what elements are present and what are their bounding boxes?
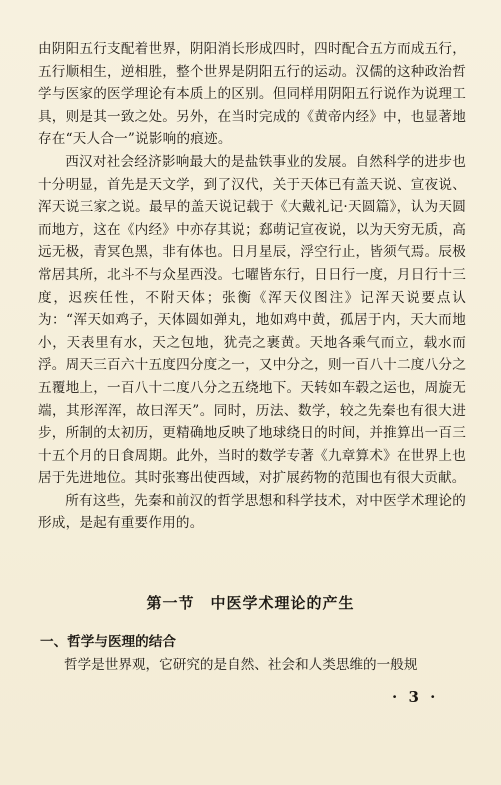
section-title: 第一节 中医学术理论的产生 bbox=[146, 594, 355, 612]
page-number: · 3 · bbox=[392, 688, 439, 706]
paragraph-summary: 所有这些，先秦和前汉的哲学思想和科学技术，对中医学术理论的形成，是起有重要作用的。 bbox=[38, 492, 466, 532]
paragraph-continuation: 由阴阳五行支配着世界，阴阳消长形成四时，四时配合五方而成五行，五行顺相生，逆相胜，整个世界是阴阳五行的运动。汉儒的这种政治哲学与医家的医学理论有本质上的区别。但同样用阴阳五行说作为说理工具，则是其一致之处。另外，在当时完成的《黄帝内经》中，也显著地存在“天人合一”说影响的痕迹。 bbox=[38, 41, 466, 148]
body-text bbox=[38, 38, 466, 535]
paragraph-western-han-science: 西汉对社会经济影响最大的是盐铁事业的发展。自然科学的进步也十分明显，首先是天文学，到了汉代，关于天体已有盖天说、宣夜说、浑天说三家之说。最早的盖天说记载于《大戴礼记·天圆篇》，认为天圆而地方，这在《内经》中亦存其说；郄萌记宣夜说，以为天穷无质，高远无极，青冥色黑，非有体也。日月星辰，浮空行止，皆须气焉。辰极常居其所，北斗不与众星西没。七曜皆东行，日日行一度，月日行十三度，迟疾任性，不附天体；张衡《浑天仪图注》记浑天说要点认为：“浑天如鸡子，天体圆如弹丸，地如鸡中黄，孤居于内，天大而地小，天表里有水，天之包地，犹壳之裹黄。天地各乘气而立，载水而浮。周天三百六十五度四分度之一，又中分之，则一百八十二度八分之五覆地上，一百八十二度八分之五绕地下。天转如车毂之运也，周旋无端，其形浑浑，故曰浑天”。同时，历法、数学，较之先秦也有很大进步，所制的太初历，更精确地反映了地球绕日的时间，并推算出一百三十五个月的日食周期。此外，当时的数学专著《九章算术》在世界上也居于先进地位。其时张骞出使西域，对扩展药物的范围也有很大贡献。 bbox=[38, 153, 466, 487]
paragraph-philosophy-start: 哲学是世界观，它研究的是自然、社会和人类思维的一般规 bbox=[64, 657, 418, 673]
subsection-title: 一、哲学与医理的结合 bbox=[40, 634, 176, 650]
